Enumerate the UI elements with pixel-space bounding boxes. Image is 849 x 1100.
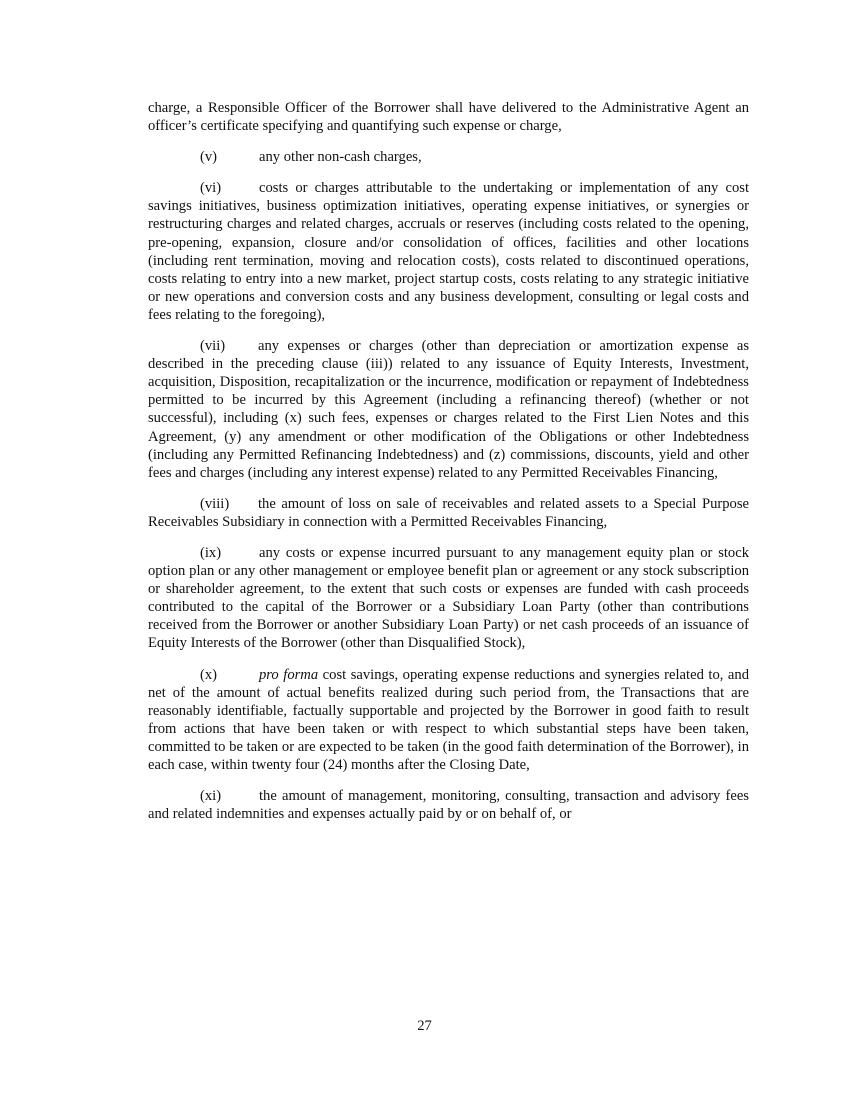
clause-text: any costs or expense incurred pursuant to any management equity plan or stock option plan or any other management or employee benefit plan or agreement or any stock subscription or shareholder agreement, to the extent that such costs or expenses are funded with cash proceeds contributed to the capital of the Borrower or a Subsidiary Loan Party (other than contributions received from the Borrower or another Subsidiary Loan Party) or net cash proceeds of an issuance of Equity Interests of the Borrower (other than Disqualified Stock),	[148, 544, 749, 652]
document-page	[148, 99, 749, 836]
clause-label: (xi)	[200, 788, 222, 805]
clause-v	[148, 148, 749, 166]
clause-text: any other non-cash charges,	[259, 149, 422, 166]
clause-label: (x)	[200, 666, 218, 683]
clause-x	[148, 666, 749, 775]
clause-text: the amount of loss on sale of receivables and related assets to a Special Purpose Receivables Subsidiary in connection with a Permitted Receivables Financing,	[148, 495, 749, 530]
clause-label: (ix)	[200, 544, 222, 561]
clause-text: cost savings, operating expense reductions and synergies related to, and net of the amount of actual benefits realized during such period from, the Transactions that are reasonably identifiable, factually supportable and projected by the Borrower in good faith to result from actions that have been taken or with respect to which substantial steps have been taken, committed to be taken or are expected to be taken (in the good faith determination of the Borrower), in each case, within twenty four (24) months after the Closing Date,	[148, 666, 749, 773]
clause-label: (vii)	[200, 338, 226, 355]
clause-text: the amount of management, monitoring, consulting, transaction and advisory fees and related indemnities and expenses actually paid by or on behalf of, or	[148, 788, 749, 823]
clause-label: (viii)	[200, 495, 230, 512]
clause-vi	[148, 179, 749, 324]
clause-ix	[148, 544, 749, 653]
clause-viii	[148, 495, 749, 531]
clause-text: costs or charges attributable to the undertaking or implementation of any cost savings initiatives, business optimization initiatives, operating expense initiatives, or synergies or restructuring charges and related charges, accruals or reserves (including costs related to the opening, pre-opening, expansion, closure and/or consolidation of offices, facilities and other locations (including rent termination, moving and relocation costs), costs related to discontinued operations, costs relating to entry into a new market, project startup costs, costs relating to any strategic initiative or new operations and conversion costs and any business development, consulting or legal costs and fees relating to the foregoing),	[148, 180, 749, 323]
page-number: 27	[417, 1018, 432, 1034]
intro-paragraph: charge, a Responsible Officer of the Borrower shall have delivered to the Administrative Agent an officer’s certificate specifying and quantifying such expense or charge,	[148, 100, 749, 135]
clause-text: any expenses or charges (other than depreciation or amortization expense as described in the preceding clause (iii)) related to any issuance of Equity Interests, Investment, acquisition, Disposition, recapitalization or the incurrence, modification or repayment of Indebtedness permitted to be incurred by this Agreement (including a refinancing thereof) (whether or not successful), including (x) such fees, expenses or charges related to the First Lien Notes and this Agreement, (y) any amendment or other modification of the Obligations or other Indebtedness (including any Permitted Refinancing Indebtedness) and (z) commissions, discounts, yield and other fees and charges (including any interest expense) related to any Permitted Receivables Financing,	[148, 338, 749, 481]
clause-label: (v)	[200, 149, 218, 166]
clause-xi	[148, 787, 749, 823]
clause-italic-lead: pro forma	[259, 666, 319, 683]
clause-label: (vi)	[200, 180, 222, 197]
clause-vii	[148, 337, 749, 482]
